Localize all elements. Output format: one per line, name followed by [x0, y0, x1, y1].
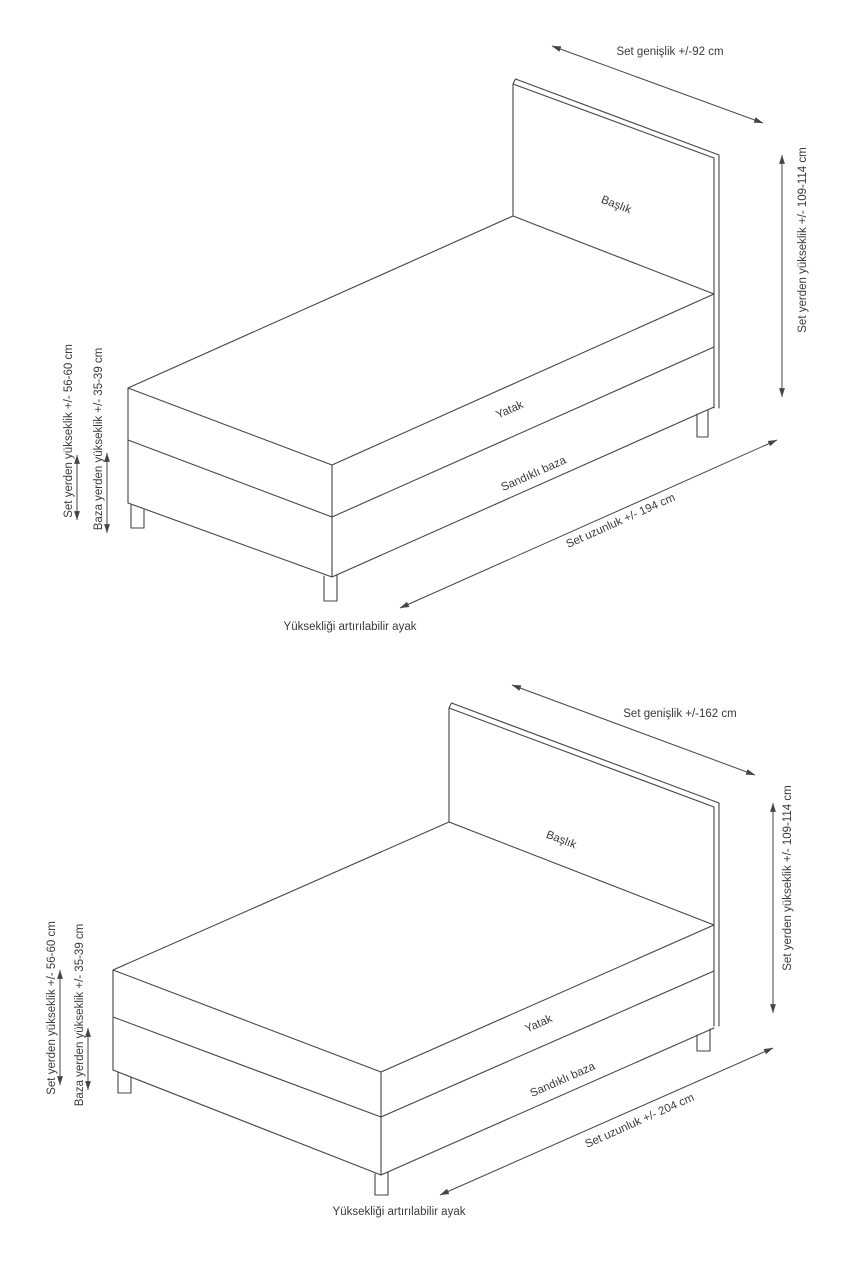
- double-headboard-back-edge: [449, 703, 719, 1026]
- double-headboard-label: Başlık: [544, 828, 578, 852]
- double-mattress-bottom-edge: [113, 971, 714, 1117]
- double-width-dim-line: [512, 685, 755, 775]
- double-bed-legs: [118, 1029, 710, 1195]
- single-width-label: Set genişlik +/-92 cm: [616, 46, 724, 58]
- single-set-height-label: Set yerden yükseklik +/- 56-60 cm: [63, 344, 75, 518]
- double-set-height-label: Set yerden yükseklik +/- 56-60 cm: [46, 921, 58, 1095]
- single-base-height-label: Baza yerden yükseklik +/- 35-39 cm: [93, 347, 105, 531]
- single-length-label: Set uzunluk +/- 194 cm: [564, 491, 678, 551]
- single-mattress-bottom-edge: [128, 347, 714, 517]
- single-base-bottom-edge: [128, 407, 714, 577]
- double-mattress-top-outline: [113, 822, 714, 1072]
- double-bed-diagram: [46, 685, 794, 1218]
- double-length-dim-line: [440, 1048, 773, 1195]
- single-bed-legs: [131, 410, 708, 601]
- double-headboard-front-panel: [449, 708, 714, 1026]
- double-base-bottom-edge: [113, 1028, 714, 1175]
- double-storage-base-label: Sandıklı baza: [528, 1060, 598, 1100]
- double-width-label: Set genişlik +/-162 cm: [623, 708, 737, 720]
- double-length-label: Set uzunluk +/- 204 cm: [583, 1091, 697, 1151]
- double-leg-label: Yüksekliği artırılabilir ayak: [332, 1206, 466, 1218]
- double-base-height-label: Baza yerden yükseklik +/- 35-39 cm: [74, 923, 86, 1107]
- single-height-label: Set yerden yükseklik +/- 109-114 cm: [797, 147, 809, 333]
- double-mattress-label: Yatak: [523, 1012, 555, 1036]
- single-headboard-front-panel: [513, 84, 714, 408]
- double-corner-edges: [113, 970, 381, 1175]
- single-mattress-label: Yatak: [494, 398, 526, 422]
- double-height-label: Set yerden yükseklik +/- 109-114 cm: [782, 785, 794, 971]
- single-storage-base-label: Sandıklı baza: [499, 454, 569, 494]
- single-headboard-mattress-seam: [513, 216, 714, 294]
- single-bed-diagram: [63, 46, 809, 633]
- single-leg-label: Yüksekliği artırılabilir ayak: [283, 621, 417, 633]
- double-headboard-mattress-seam: [449, 822, 714, 925]
- single-corner-edges: [128, 388, 332, 577]
- single-mattress-top-outline: [128, 216, 714, 465]
- single-length-dim-line: [400, 440, 777, 608]
- single-headboard-label: Başlık: [599, 193, 633, 217]
